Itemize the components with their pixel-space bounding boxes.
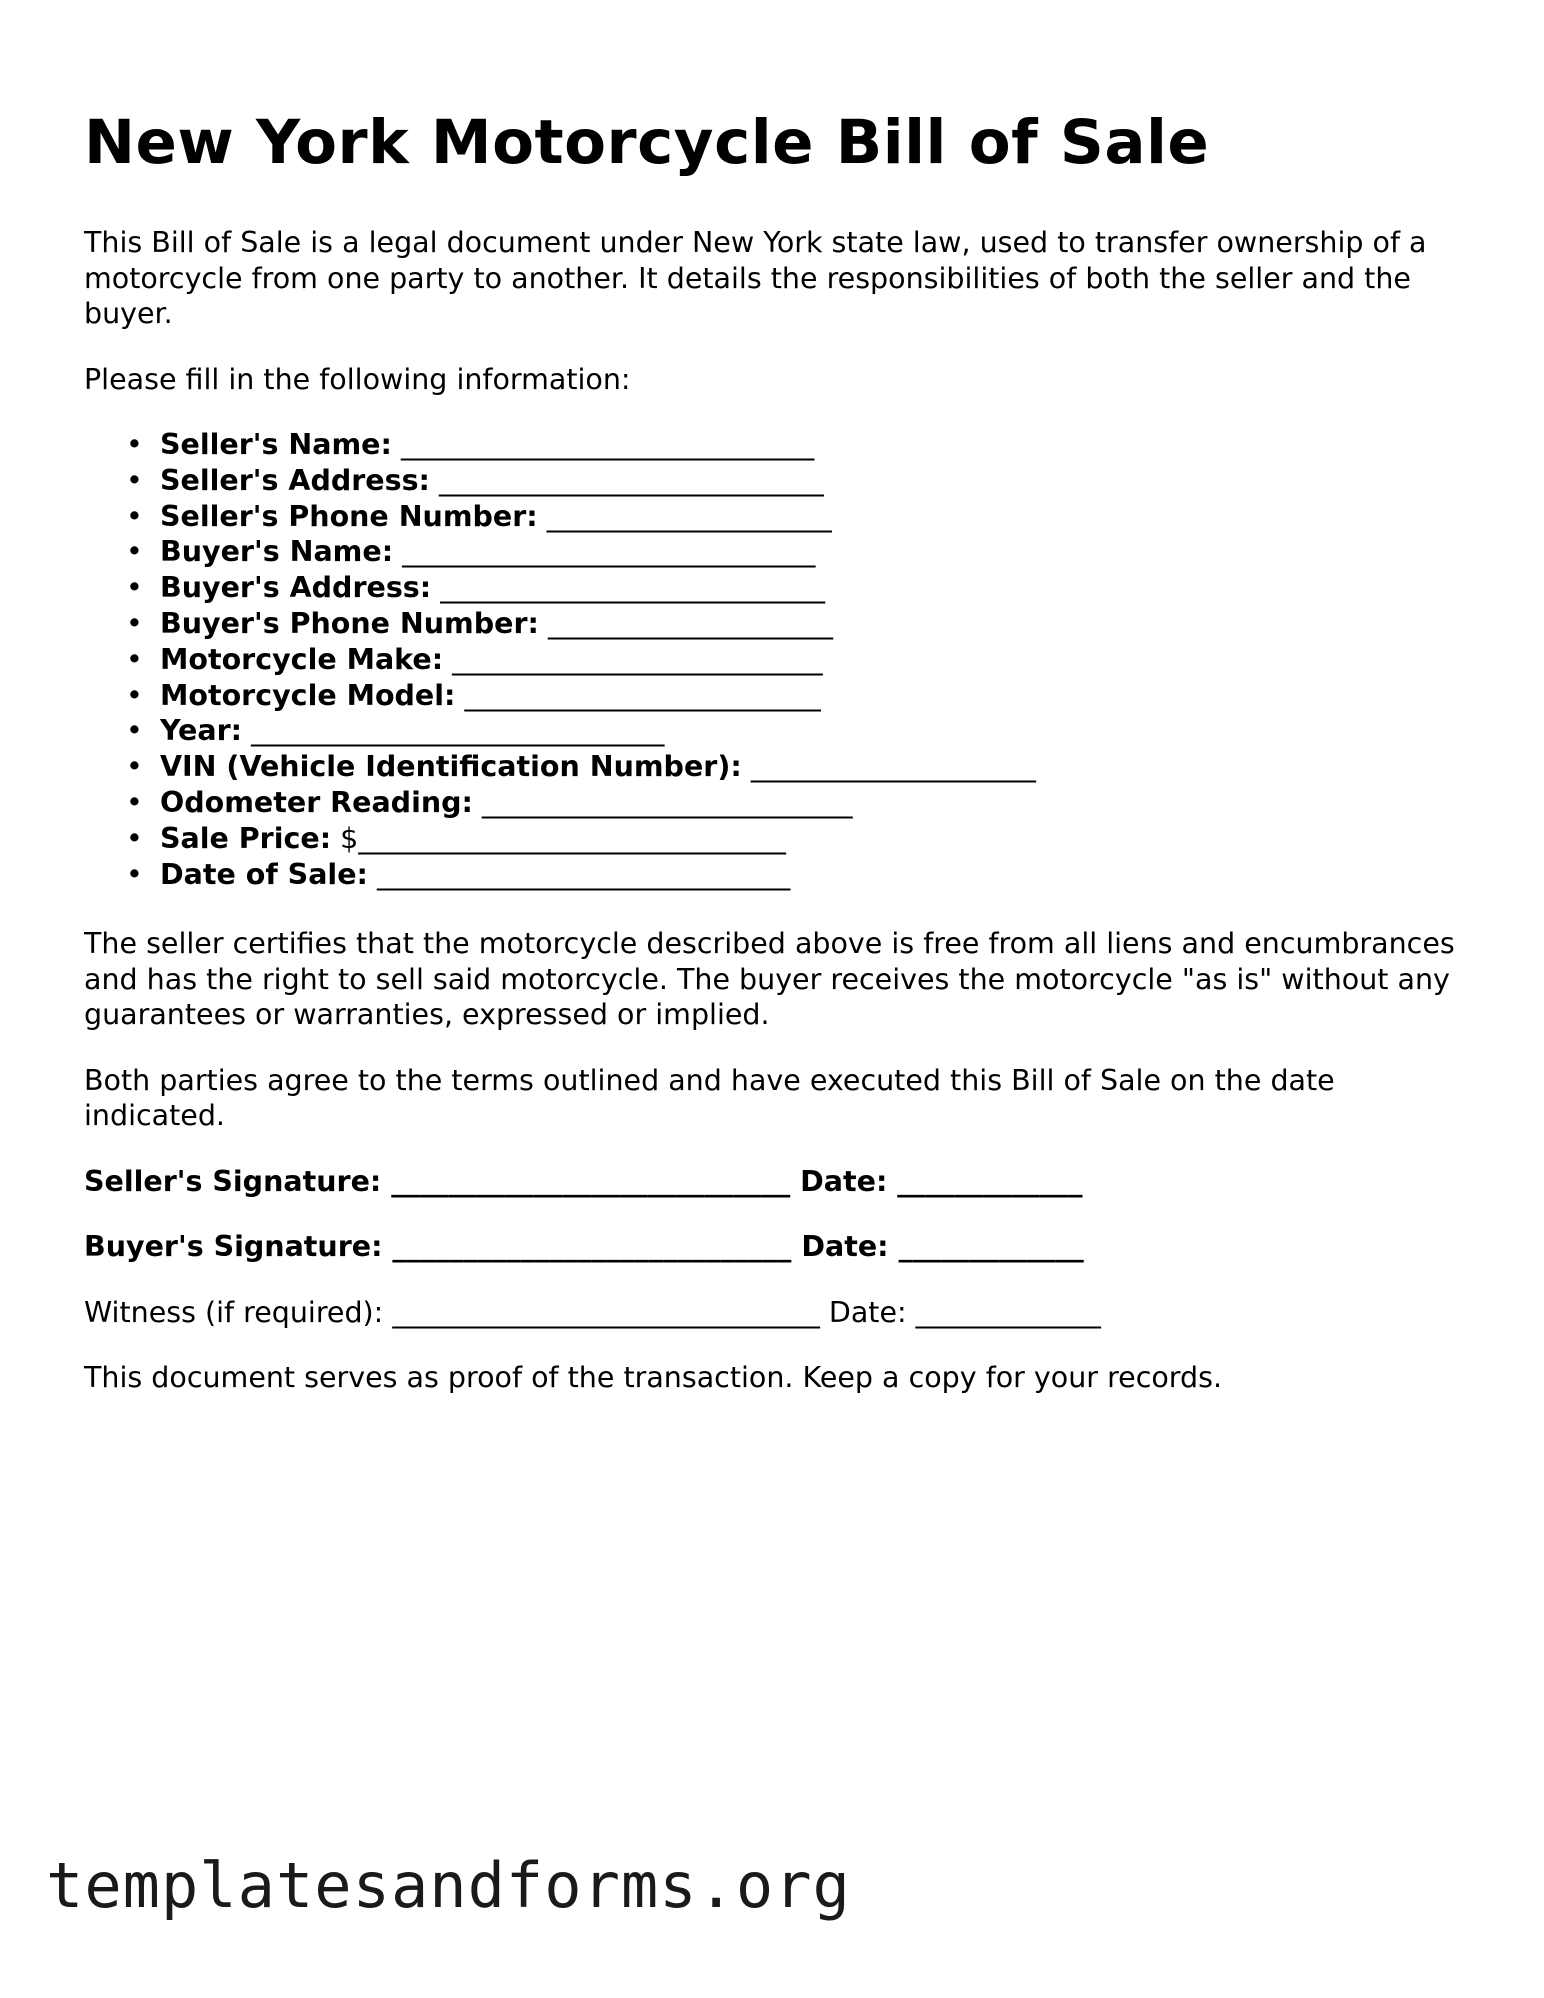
field-label: Buyer's Address: (160, 571, 432, 605)
instruction-text: Please fill in the following information: (84, 362, 631, 396)
watermark: templatesandforms.org (46, 1849, 851, 1922)
field-odometer (160, 785, 1460, 821)
field-label: Date of Sale: (160, 857, 368, 891)
field-label: Year: (160, 714, 243, 748)
field-buyers-address (160, 570, 1460, 606)
field-buyers-phone (160, 606, 1460, 642)
field-blank: ____________________ (741, 750, 1036, 784)
field-label: Buyer's Name: (160, 535, 394, 569)
field-date-of-sale (160, 857, 1460, 893)
field-blank: ___________________________ (429, 463, 824, 497)
field-blank: _____________________________ (391, 428, 815, 461)
field-blank: ____________________ (537, 499, 832, 533)
field-blank: _____________________________ (367, 857, 791, 891)
field-sellers-phone (160, 499, 1460, 535)
document-title: New York Motorcycle Bill of Sale (84, 107, 1210, 178)
field-label: Odometer Reading: (160, 785, 473, 819)
field-label: Seller's Phone Number: (160, 499, 538, 533)
field-label: Motorcycle Model: (160, 678, 456, 712)
certification-paragraph: The seller certifies that the motorcycle described above is free from all liens and encumbrances and has the right to sell said motorcycle. The buyer receives the motorcycle "as is" without any guarantees or warranties, expressed or implied. (84, 927, 1455, 1032)
field-motorcycle-make (160, 642, 1460, 678)
field-buyers-name (160, 534, 1460, 570)
field-blank: _____________________________ (242, 714, 665, 748)
field-sellers-address (160, 463, 1460, 499)
field-label: Buyer's Phone Number: (160, 606, 539, 640)
document-page (84, 105, 1460, 1426)
field-blank: ___________________________ (431, 571, 825, 605)
agreement-paragraph: Both parties agree to the terms outlined and have executed this Bill of Sale on the date indicated. (84, 1063, 1335, 1133)
field-blank: ____________________ (538, 606, 833, 640)
field-blank: _________________________ (455, 678, 821, 712)
field-sale-price (160, 821, 1460, 857)
field-label: Motorcycle Make: (160, 642, 444, 676)
field-label: VIN (Vehicle Identification Number): (160, 750, 742, 784)
seller-signature-line: Seller's Signature: ____________________________ Date: _____________ (84, 1164, 1083, 1198)
closing-paragraph: This document serves as proof of the transaction. Keep a copy for your records. (84, 1361, 1223, 1395)
field-year (160, 713, 1460, 749)
field-label: Seller's Address: (160, 463, 430, 497)
field-blank: __________________________ (472, 785, 853, 819)
buyer-signature-line: Buyer's Signature: ____________________________ Date: _____________ (84, 1230, 1084, 1264)
field-blank: __________________________ (443, 642, 823, 676)
field-motorcycle-model (160, 678, 1460, 714)
field-label: Seller's Name: (160, 428, 392, 461)
field-list (84, 427, 1460, 892)
field-blank: _____________________________ (393, 535, 816, 569)
field-label: Sale Price: (160, 821, 332, 855)
intro-paragraph: This Bill of Sale is a legal document under New York state law, used to transfer ownership of a motorcycle from one party to another. It details the responsibilities of both the seller and the buyer. (84, 226, 1427, 330)
field-sellers-name (160, 427, 1460, 463)
field-blank: $______________________________ (331, 821, 786, 855)
field-vin (160, 749, 1460, 785)
witness-signature-line: Witness (if required): ______________________________ Date: _____________ (84, 1295, 1101, 1329)
